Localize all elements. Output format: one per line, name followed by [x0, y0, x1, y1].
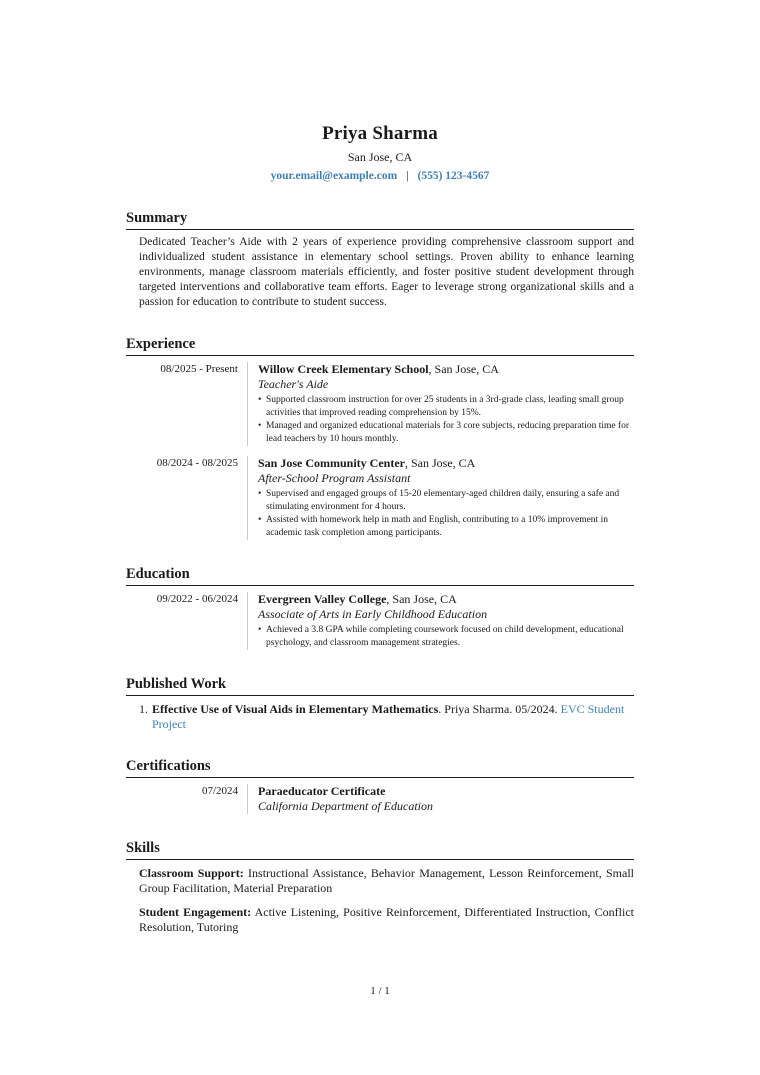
bullet-item: • Supervised and engaged groups of 15-20 elementary-aged children daily, ensuring a safe and stimulating environment for 4 hours.: [258, 488, 634, 514]
certification-name: [258, 784, 634, 799]
section-title-skills: Skills: [126, 839, 634, 860]
certification-name-text: Paraeducator Certificate: [258, 784, 386, 798]
resume-page: [126, 118, 634, 935]
page-number: 1 / 1: [370, 985, 390, 997]
publication-item: [139, 702, 634, 732]
section-title-summary: Summary: [126, 209, 634, 230]
section-title-experience: Experience: [126, 335, 634, 356]
entry-bullets: [258, 624, 634, 650]
resume-header: [126, 122, 634, 184]
entry-date: 08/2025 - Present: [160, 363, 238, 375]
experience-entry: [126, 456, 634, 540]
section-title-education: Education: [126, 565, 634, 586]
candidate-name: Priya Sharma: [322, 123, 438, 144]
education-section: [126, 565, 634, 650]
certification-issuer: California Department of Education: [258, 799, 433, 813]
skill-group: [139, 866, 634, 896]
experience-section: [126, 335, 634, 540]
entry-location: , San Jose, CA: [428, 362, 499, 376]
publication-title: Effective Use of Visual Aids in Elementary Mathematics: [152, 702, 439, 716]
entry-org-line: [258, 362, 634, 377]
entry-date: 09/2022 - 06/2024: [156, 593, 238, 605]
publication-text: [152, 702, 634, 732]
experience-entry: [126, 362, 634, 446]
contact-line: [126, 168, 634, 184]
entry-date: 08/2024 - 08/2025: [156, 457, 238, 469]
entry-org-line: [258, 592, 634, 607]
entry-org: San Jose Community Center: [258, 456, 405, 470]
entry-body: [247, 362, 634, 446]
entry-body: [247, 592, 634, 650]
candidate-location: San Jose, CA: [347, 150, 413, 164]
bullet-item: • Achieved a 3.8 GPA while completing coursework focused on child development, educational psychology, and classroom management strategies.: [258, 624, 634, 650]
publication-details: . Priya Sharma. 05/2024.: [438, 702, 561, 716]
entry-bullets: [258, 394, 634, 446]
education-entry: [126, 592, 634, 650]
summary-section: [126, 209, 634, 310]
entry-role: Teacher's Aide: [258, 377, 329, 391]
entry-location: , San Jose, CA: [386, 592, 457, 606]
bullet-item: • Supported classroom instruction for over 25 students in a 3rd-grade class, leading small group activities that improved reading comprehension by 15%.: [258, 394, 634, 420]
section-title-published-work: Published Work: [126, 675, 634, 696]
skill-group: [139, 905, 634, 935]
skill-group-label: Student Engagement:: [139, 905, 252, 919]
entry-org: Willow Creek Elementary School: [258, 362, 429, 376]
section-title-certifications: Certifications: [126, 757, 634, 778]
entry-role: After-School Program Assistant: [258, 471, 411, 485]
certification-entry: [126, 784, 634, 814]
entry-location: , San Jose, CA: [405, 456, 476, 470]
entry-bullets: [258, 488, 634, 540]
entry-body: [247, 456, 634, 540]
skill-group-items: Instructional Assistance, Behavior Management, Lesson Reinforcement, Small Group Facilitation, Material Preparation: [139, 866, 634, 895]
published-work-section: [126, 675, 634, 732]
entry-date: 07/2024: [201, 785, 238, 797]
publication-link[interactable]: EVC Student Project: [152, 702, 625, 731]
entry-org: Evergreen Valley College: [258, 592, 387, 606]
skill-group-label: Classroom Support:: [139, 866, 244, 880]
entry-body: [247, 784, 634, 814]
email-link[interactable]: your.email@example.com: [270, 170, 398, 182]
bullet-item: • Managed and organized educational materials for 3 core subjects, reducing preparation time for lead teachers by 10 hours monthly.: [258, 420, 634, 446]
publication-number: 1.: [139, 702, 148, 716]
contact-separator: |: [406, 170, 409, 182]
bullet-item: • Assisted with homework help in math and English, contributing to a 10% improvement in academic task completion among participants.: [258, 514, 634, 540]
entry-org-line: [258, 456, 634, 471]
entry-degree: Associate of Arts in Early Childhood Education: [258, 607, 488, 621]
summary-text: Dedicated Teacher’s Aide with 2 years of experience providing comprehensive classroom support and individualized student assistance in elementary school settings. Proven ability to enhance learning environments, manage classroom materials efficiently, and foster positive student development through targeted interventions and collaborative team efforts. Eager to leverage strong organizational skills and a passion for education to contribute to student success.: [139, 236, 634, 308]
skills-section: [126, 839, 634, 935]
certifications-section: [126, 757, 634, 814]
phone-link[interactable]: (555) 123-4567: [417, 170, 490, 182]
skill-group-items: Active Listening, Positive Reinforcement, Differentiated Instruction, Conflict Resolution, Tutoring: [139, 905, 634, 934]
